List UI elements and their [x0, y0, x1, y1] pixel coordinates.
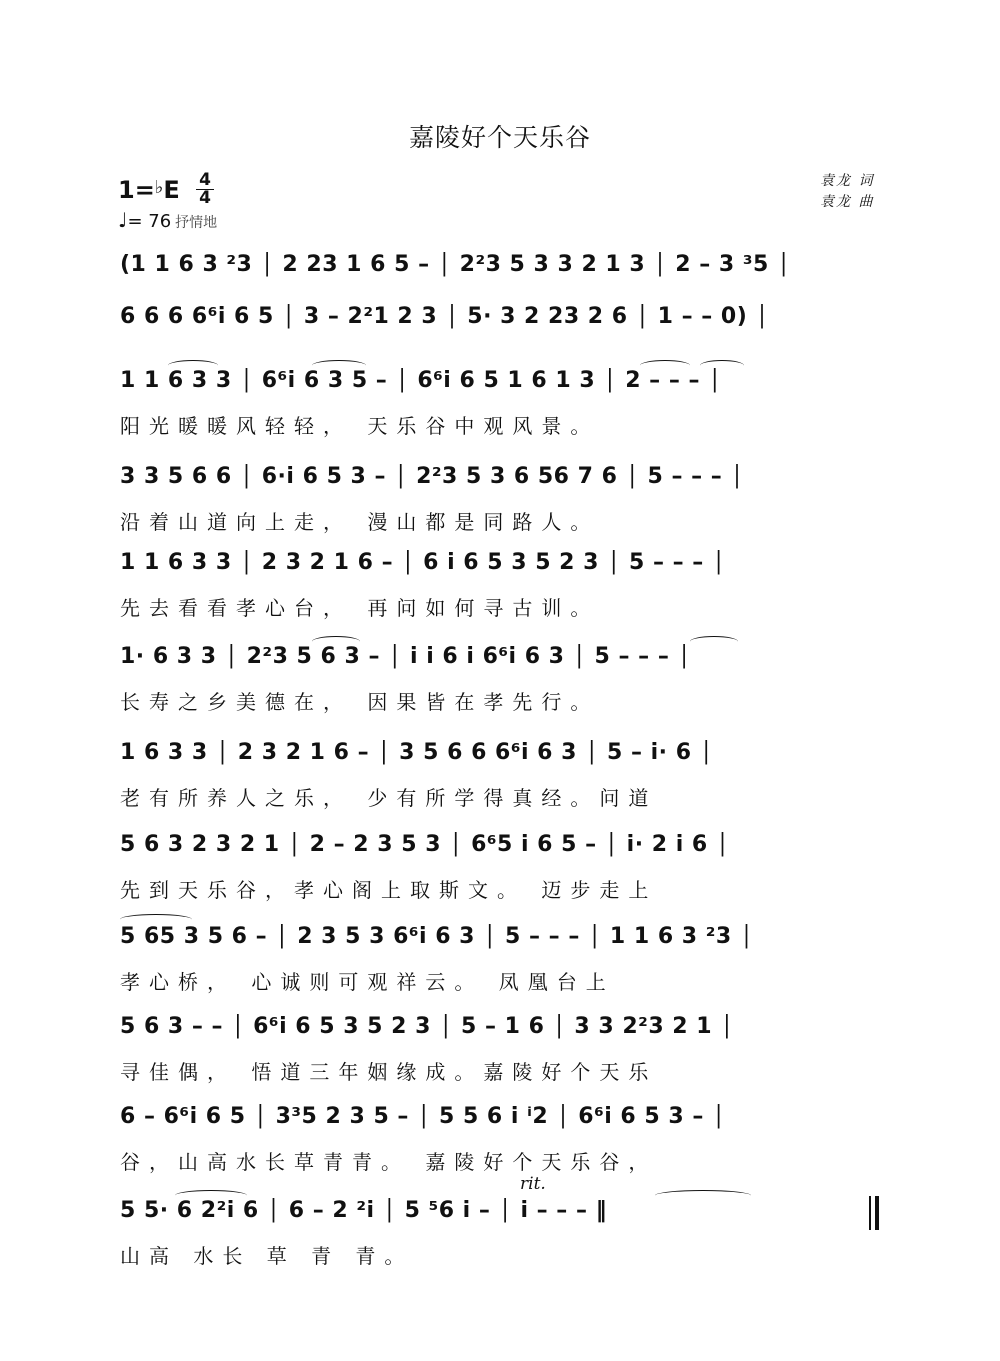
slur-arc: [175, 1190, 247, 1201]
lyrics-line: 先去看看孝心台， 再问如何寻古训。: [120, 596, 600, 620]
tempo-value: = 76: [127, 211, 172, 232]
time-denominator: 4: [196, 189, 214, 207]
key-letter: E: [163, 176, 180, 204]
final-barline-thick: [875, 1196, 879, 1230]
notation-line: 5 5· 6 2²i 6 │ 6 – 2 ²i │ 5 ⁵6 i – │ i – – – ‖: [120, 1198, 608, 1223]
lyrics-line: 寻佳偶， 悟道三年姻缘成。嘉陵好个天乐: [120, 1060, 658, 1084]
slur-arc: [168, 360, 218, 371]
notation-line: 1· 6 3 3 │ 2²3 5 6 3 – │ i i 6 i 6⁶i 6 3 │ 5 – – – │: [120, 644, 692, 669]
quarter-note-icon: ♩: [118, 208, 128, 232]
lyrics-line: 阳光暖暖风轻轻， 天乐谷中观风景。: [120, 414, 600, 438]
time-numerator: 4: [199, 170, 211, 190]
notation-line: 6 6 6 6⁶i 6 5 │ 3 – 2²1 2 3 │ 5· 3 2 23 2 6 │ 1 – – 0) │: [120, 304, 770, 329]
flat-sign: ♭: [154, 177, 164, 198]
song-title: 嘉陵好个天乐谷: [408, 123, 591, 152]
notation-line: 1 1 6 3 3 │ 2 3 2 1 6 – │ 6 i 6 5 3 5 2 3 │ 5 – – – │: [120, 550, 726, 575]
slur-arc: [690, 636, 738, 647]
lyrics-line: 老有所养人之乐， 少有所学得真经。问道: [120, 786, 658, 810]
slur-arc: [120, 914, 192, 925]
notation-line: 3 3 5 6 6 │ 6·i 6 5 3 – │ 2²3 5 3 6 56 7 6 │ 5 – – – │: [120, 464, 745, 489]
slur-arc: [700, 360, 744, 371]
time-signature: [196, 172, 214, 207]
lyrics-line: 长寿之乡美德在， 因果皆在孝先行。: [120, 690, 600, 714]
key-signature: [118, 176, 180, 204]
slur-arc: [640, 360, 690, 371]
mood-marking: 抒情地: [175, 215, 218, 231]
lyricist-credit: 袁龙 词: [820, 173, 875, 189]
notation-line: 6 – 6⁶i 6 5 │ 3³5 2 3 5 – │ 5 5 6 i ⁱ2 │ 6⁶i 6 5 3 – │: [120, 1104, 726, 1129]
slur-arc: [312, 360, 366, 371]
slur-arc: [655, 1190, 751, 1201]
lyrics-line: 先到天乐谷，孝心阁上取斯文。 迈步走上: [120, 878, 658, 902]
notation-line: 5 6 3 2 3 2 1 │ 2 – 2 3 5 3 │ 6⁶5 i 6 5 – │ i· 2 i 6 │: [120, 832, 730, 857]
notation-line: 5 6 3 – – │ 6⁶i 6 5 3 5 2 3 │ 5 – 1 6 │ 3 3 2²3 2 1 │: [120, 1014, 734, 1039]
lyrics-line: 谷，山高水长草青青。 嘉陵好个天乐谷，: [120, 1150, 658, 1174]
lyrics-line: 山高 水长 草 青 青。: [120, 1244, 414, 1268]
notation-line: 1 1 6 3 3 │ 6⁶i 6 3 5 – │ 6⁶i 6 5 1 6 1 3 │ 2 – – – │: [120, 368, 722, 393]
lyrics-line: 孝心桥， 心诚则可观祥云。 凤凰台上: [120, 970, 615, 994]
key-prefix: 1=: [118, 176, 155, 204]
notation-line: 5 65 3 5 6 – │ 2 3 5 3 6⁶i 6 3 │ 5 – – – │ 1 1 6 3 ²3 │: [120, 924, 754, 949]
tempo-marking: [118, 208, 217, 232]
lyrics-line: 沿着山道向上走， 漫山都是同路人。: [120, 510, 600, 534]
ritardando-marking: rit.: [520, 1174, 546, 1194]
composer-credit: 袁龙 曲: [820, 194, 875, 210]
notation-line: 1 6 3 3 │ 2 3 2 1 6 – │ 3 5 6 6 6⁶i 6 3 │ 5 – i· 6 │: [120, 740, 714, 765]
final-barline-thin: [869, 1196, 871, 1230]
slur-arc: [312, 636, 360, 647]
notation-line: (1 1 6 3 ²3 │ 2 23 1 6 5 – │ 2²3 5 3 3 2 1 3 │ 2 – 3 ³5 │: [120, 252, 791, 277]
